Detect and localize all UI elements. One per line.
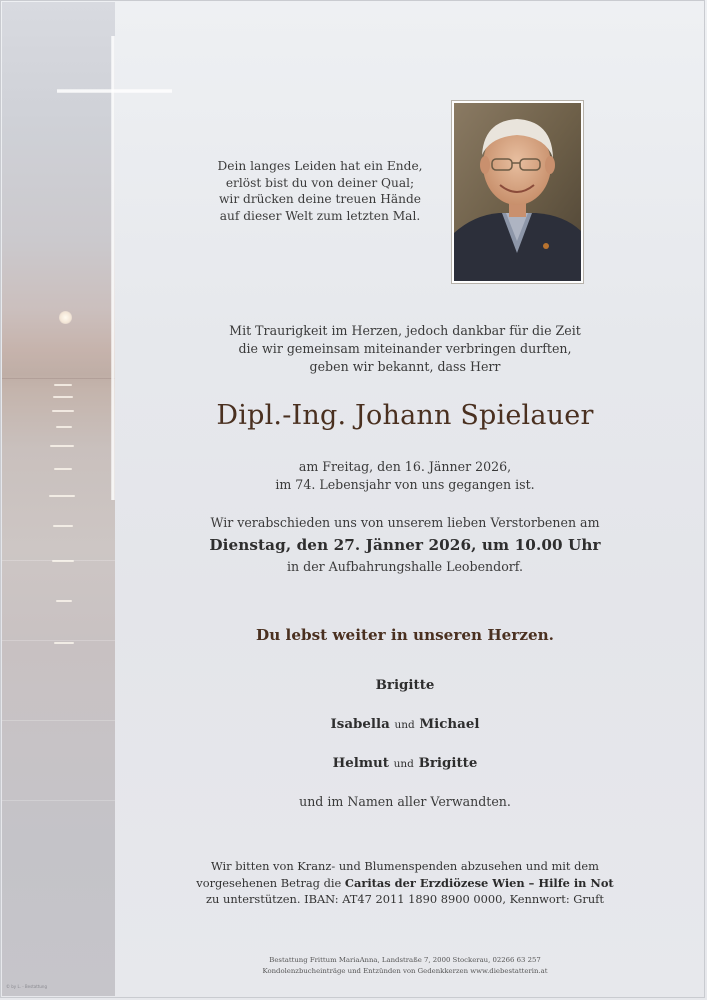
mourner-name: Brigitte: [418, 755, 478, 771]
verse-line: erlöst bist du von deiner Qual;: [225, 175, 415, 190]
intro-line: Mit Traurigkeit im Herzen, jedoch dankbar für die Zeit: [229, 323, 581, 338]
farewell-place: in der Aufbahrungshalle Leobendorf.: [286, 559, 524, 574]
photo-credit: © by L. - Bestattung: [6, 984, 47, 989]
sun-image: [59, 311, 72, 324]
mourner-name: Brigitte: [375, 677, 435, 693]
verse-line: Dein langes Leiden hat ein Ende,: [217, 159, 423, 173]
verse-line: wir drücken deine treuen Hände: [219, 192, 421, 206]
farewell-date-time: Dienstag, den 27. Jänner 2026, um 10.00 Uhr: [209, 536, 601, 554]
horizon-line: [2, 378, 115, 379]
wave-line: [2, 720, 115, 721]
deceased-name: Dipl.-Ing. Johann Spielauer: [216, 400, 594, 431]
donation-prefix: vorgesehenen Betrag die: [196, 875, 342, 890]
mourner-entry: [190, 750, 620, 789]
farewell-intro: Wir verabschieden uns von unserem lieben Verstorbenen am: [210, 515, 600, 530]
sun-reflection: [56, 426, 72, 428]
sun-reflection: [50, 445, 74, 447]
intro-line: geben wir bekannt, dass Herr: [309, 359, 501, 374]
announcement-intro: [190, 322, 620, 376]
sun-reflection: [53, 396, 73, 398]
mourner-name: Helmut: [332, 755, 389, 771]
memorial-verse: [190, 158, 450, 224]
intro-line: die wir gemeinsam miteinander verbringen durften,: [238, 341, 572, 356]
mourner-name: Michael: [419, 716, 480, 732]
funeral-home-footer: [170, 955, 640, 976]
charity-name: Caritas der Erzdiözese Wien – Hilfe in Not: [344, 875, 614, 890]
farewell-info: [170, 514, 640, 576]
sun-reflection: [54, 384, 72, 386]
mourner-conjunction: und: [393, 758, 414, 770]
sun-reflection: [54, 468, 72, 470]
sun-reflection: [53, 525, 73, 527]
portrait-photo: [451, 100, 584, 284]
donation-request: [170, 858, 640, 908]
cross-vertical-beam: [111, 36, 115, 500]
donation-line: Wir bitten von Kranz- und Blumenspenden abzusehen und mit dem: [211, 859, 599, 873]
sun-reflection: [54, 642, 74, 644]
mourner-entry: [190, 672, 620, 711]
relatives-line: und im Namen aller Verwandten.: [299, 794, 511, 809]
wave-line: [2, 560, 115, 561]
death-line: im 74. Lebensjahr von uns gegangen ist.: [275, 477, 535, 492]
memorial-slogan: Du lebst weiter in unseren Herzen.: [256, 626, 554, 644]
sun-reflection: [56, 600, 72, 602]
condolence-link-text: Kondolenzbucheinträge und Entzünden von Gedenkkerzen www.diebestatterin.at: [262, 966, 548, 975]
sun-reflection: [52, 410, 74, 412]
funeral-home-address: Bestattung Frittum MariaAnna, Landstraße 7, 2000 Stockerau, 02266 63 257: [269, 956, 541, 964]
death-date-text: [190, 458, 620, 494]
wave-line: [2, 640, 115, 641]
donation-line: [170, 875, 640, 892]
mourner-name: Isabella: [330, 716, 390, 732]
donation-iban-line: zu unterstützen. IBAN: AT47 2011 1890 8900 0000, Kennwort: Gruft: [206, 892, 604, 906]
death-line: am Freitag, den 16. Jänner 2026,: [298, 459, 512, 474]
sun-reflection: [49, 495, 75, 497]
wave-line: [2, 800, 115, 801]
mourner-conjunction: und: [394, 719, 415, 731]
sunset-sea-panel: [2, 2, 115, 996]
portrait-image: [454, 103, 581, 281]
mourner-entry: [190, 711, 620, 750]
cross-horizontal-beam: [57, 89, 172, 93]
mourners-list: [190, 672, 620, 789]
verse-line: auf dieser Welt zum letzten Mal.: [219, 208, 421, 223]
